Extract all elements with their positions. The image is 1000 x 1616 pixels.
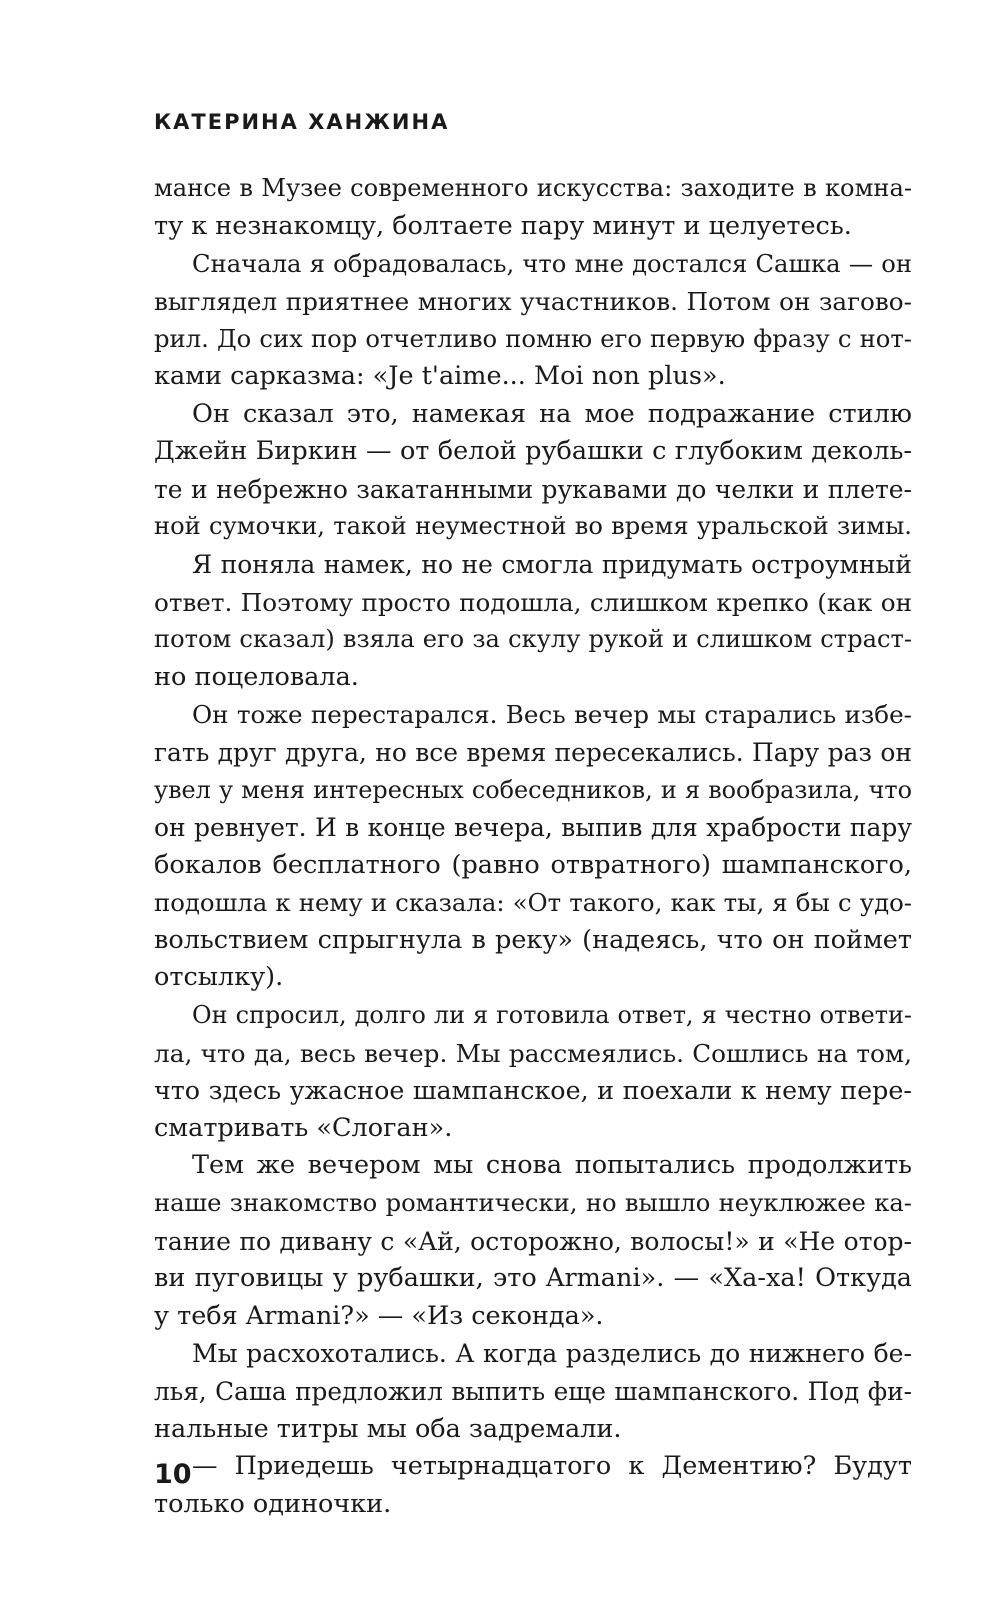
text-line: гать друг друга, но все время пересекались. Пару раз он bbox=[154, 737, 912, 767]
text-line: мансе в Музее современного искусства: заходите в комна- bbox=[154, 174, 912, 202]
text-line: те и небрежно закатанными рукавами до челки и плете- bbox=[154, 474, 912, 504]
text-line: выглядел приятнее многих участников. Потом он загово- bbox=[154, 286, 912, 316]
text-line: лья, Саша предложил выпить еще шампанского. Под фи- bbox=[154, 1377, 912, 1406]
text-line: что здесь ужасное шампанское, и поехали к нему пере- bbox=[154, 1075, 912, 1106]
text-line: у тебя Armani?» — «Из секонда». bbox=[154, 1300, 604, 1331]
running-head: КАТЕРИНА ХАНЖИНА bbox=[154, 110, 450, 134]
text-line: только одиночки. bbox=[154, 1488, 392, 1519]
text-line: рил. До сих пор отчетливо помню его первую фразу с нот- bbox=[154, 324, 912, 354]
text-line: вольствием спрыгнула в реку» (надеясь, что он поймет bbox=[154, 924, 912, 955]
text-line: бокалов бесплатного (равно отвратного) шампанского, bbox=[154, 849, 912, 880]
text-line: Тем же вечером мы снова попытались продолжить bbox=[192, 1150, 912, 1181]
text-line: Сначала я обрадовалась, что мне достался Сашка — он bbox=[192, 249, 912, 279]
text-line: нальные титры мы оба задремали. bbox=[154, 1413, 622, 1444]
text-line: Я поняла намек, но не смогла придумать остроумный bbox=[192, 549, 912, 579]
text-line: увел у меня интересных собеседников, и я вообразила, что bbox=[154, 775, 912, 804]
text-line: наше знакомство романтически, но вышло неуклюжее ка- bbox=[154, 1189, 912, 1218]
text-line: ви пуговицы у рубашки, это Armani». — «Ха-ха! Откуда bbox=[154, 1263, 912, 1294]
text-line: Он спросил, долго ли я готовила ответ, я честно ответи- bbox=[192, 1001, 912, 1030]
text-line: Джейн Биркин — от белой рубашки с глубоким деколь- bbox=[154, 436, 912, 467]
text-line: Мы расхохотались. А когда разделись до нижнего бе- bbox=[192, 1339, 912, 1369]
body-text bbox=[154, 170, 912, 1523]
text-line: он ревнует. И в конце вечера, выпив для храбрости пару bbox=[154, 813, 912, 843]
text-line: — Приедешь четырнадцатого к Дементию? Будут bbox=[192, 1451, 912, 1482]
text-line: ответ. Поэтому просто подошла, слишком крепко (как он bbox=[154, 587, 912, 617]
text-line: Он тоже перестарался. Весь вечер мы старались избе- bbox=[192, 700, 912, 730]
text-line: подошла к нему и сказала: «От такого, как ты, я бы с удо- bbox=[154, 888, 912, 918]
text-line: но поцеловала. bbox=[154, 661, 359, 692]
text-line: ла, что да, весь вечер. Мы рассмеялись. Сошлись на том, bbox=[154, 1038, 912, 1068]
text-line: отсылку). bbox=[154, 962, 284, 993]
text-line: потом сказал) взяла его за скулу рукой и слишком страст- bbox=[154, 625, 912, 654]
text-line: тание по дивану с «Ай, осторожно, волосы!» и «Не отор- bbox=[154, 1226, 912, 1256]
text-line: ками сарказма: «Je t'aime... Moi non plus». bbox=[154, 360, 726, 391]
text-line: сматривать «Слоган». bbox=[154, 1112, 453, 1143]
page-number: 10 bbox=[154, 1459, 192, 1490]
text-line: ной сумочки, такой неуместной во время уральской зимы. bbox=[154, 512, 912, 541]
text-line: ту к незнакомцу, болтаете пару минут и целуетесь. bbox=[154, 210, 852, 241]
text-line: Он сказал это, намекая на мое подражание стилю bbox=[192, 398, 912, 429]
